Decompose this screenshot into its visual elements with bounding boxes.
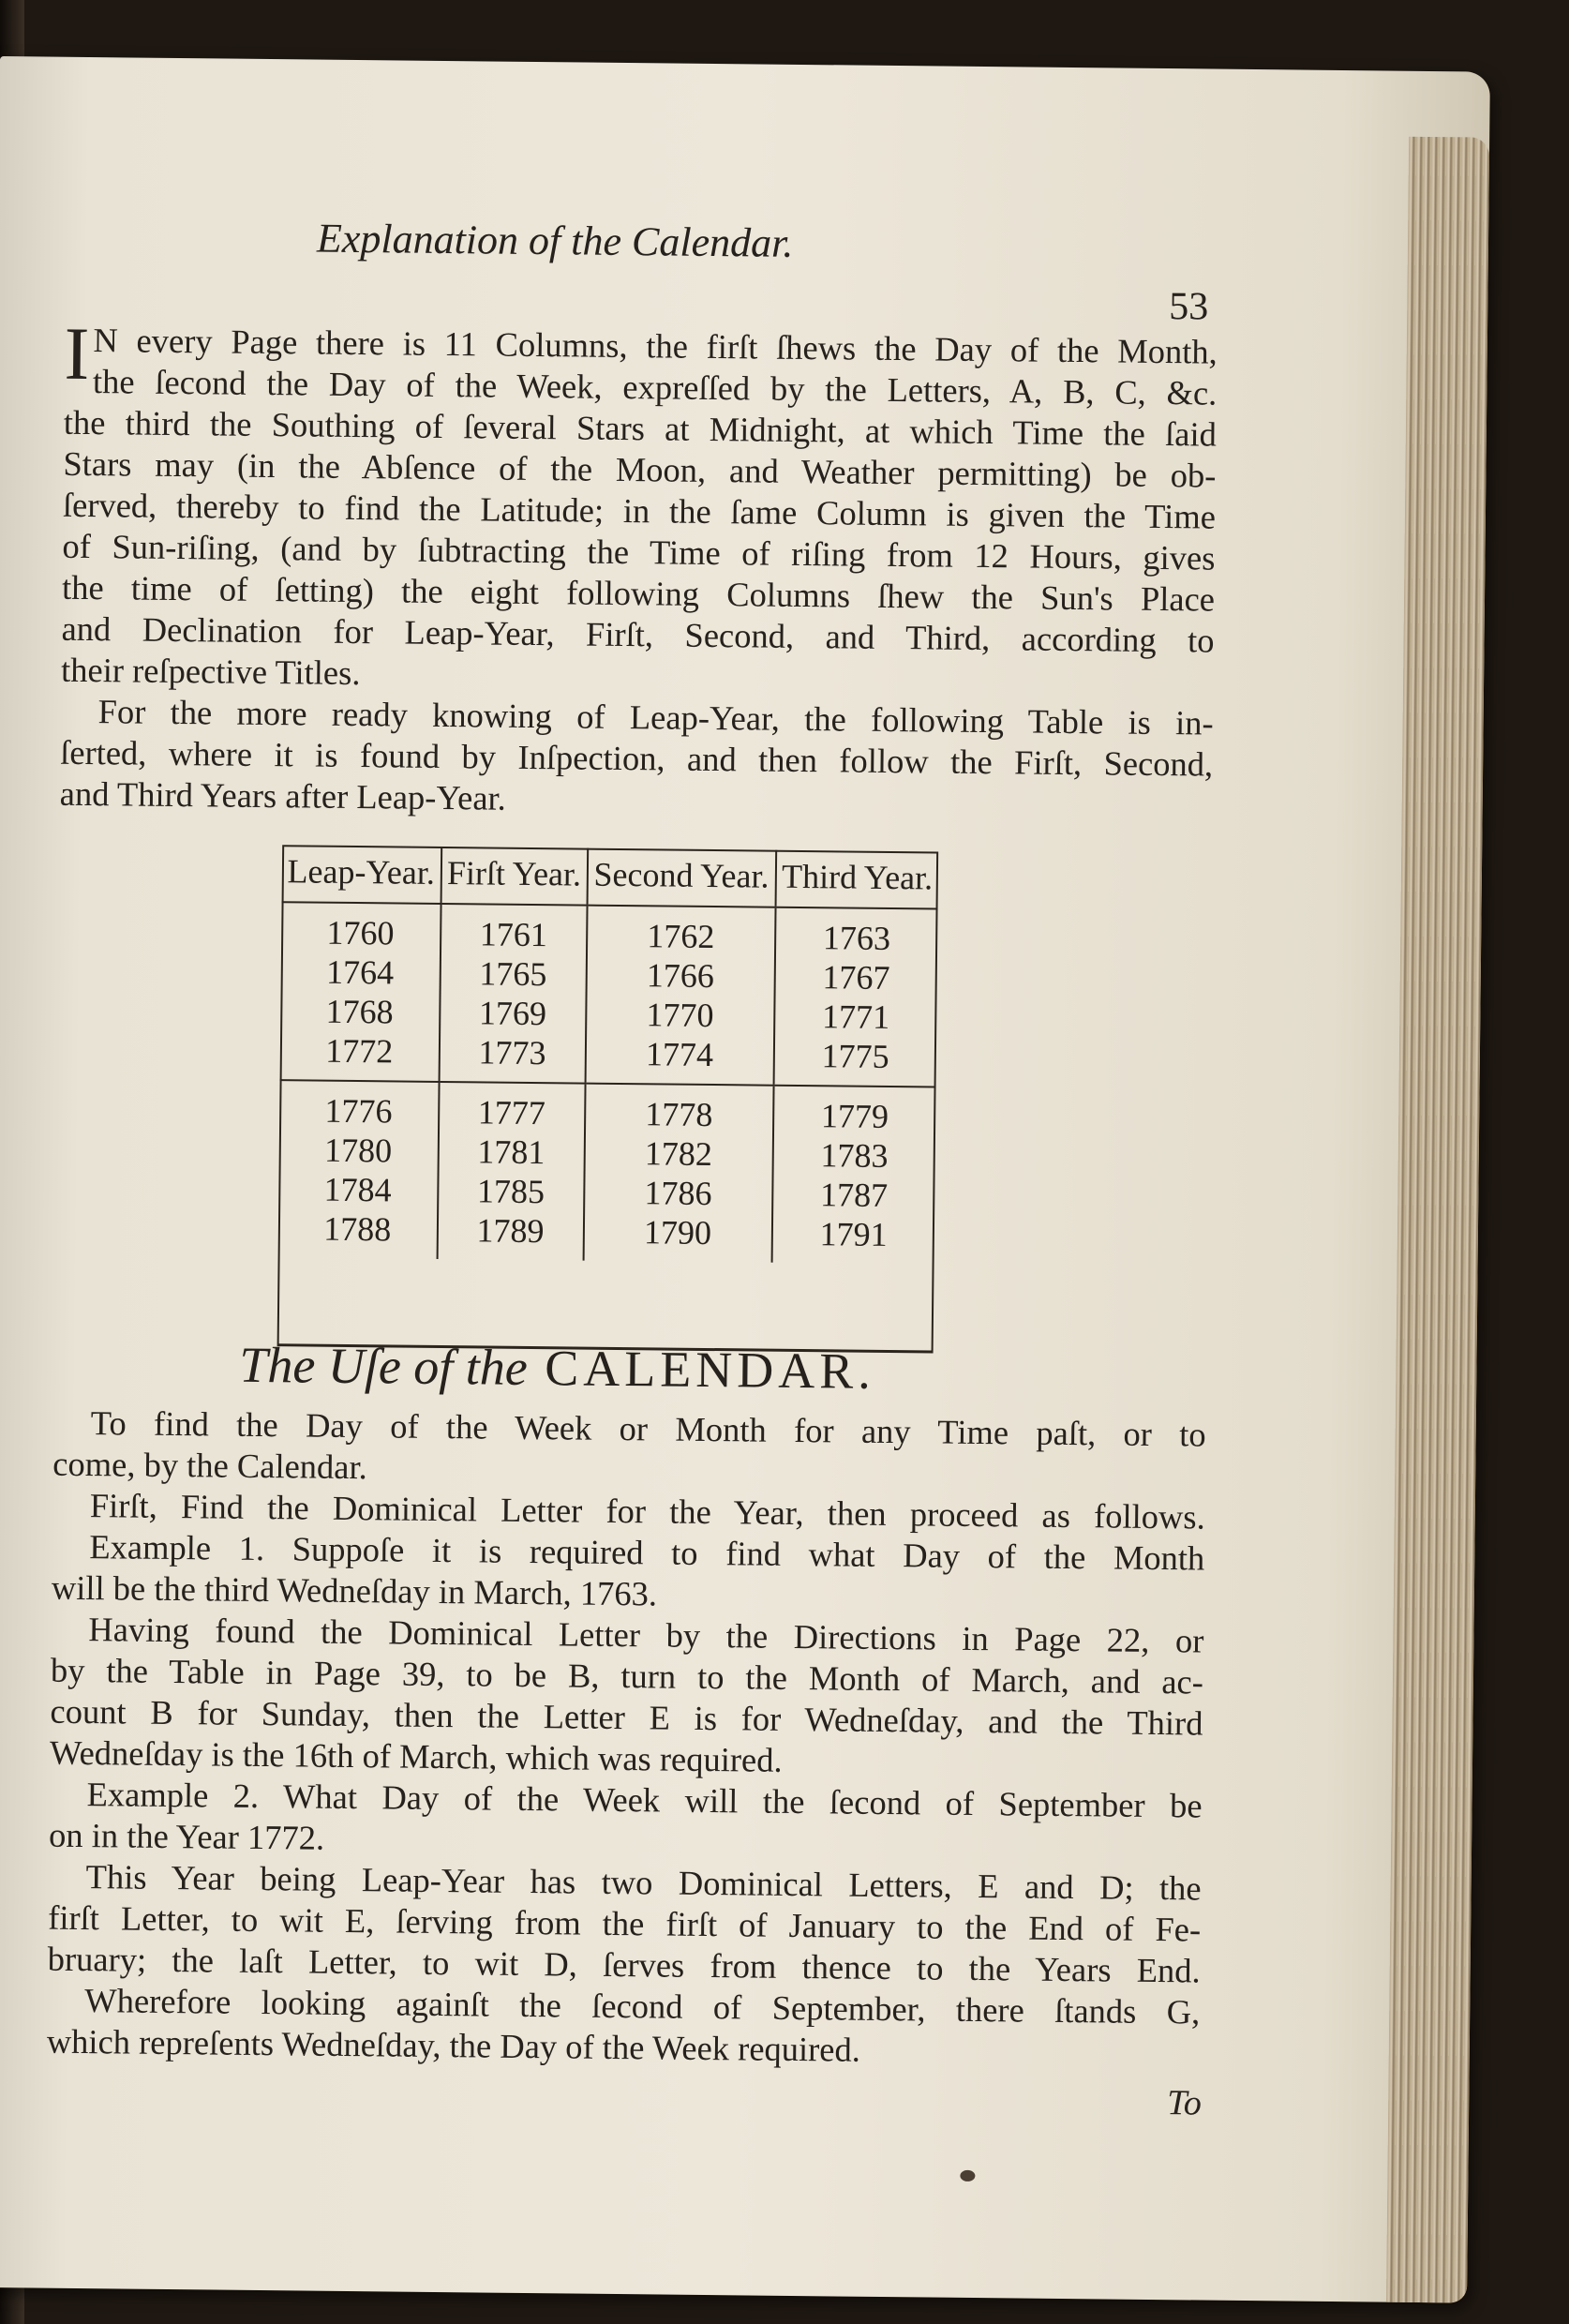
text-line: Stars may (in the Abſence of the Moon, and Weather permitting) be ob-: [63, 443, 1217, 495]
year-value: 1760: [326, 913, 395, 952]
table-cell: [583, 1084, 773, 1263]
text-line: the ſecond the Day of the Week, expreſſed by the Letters, A, B, C, &c.: [92, 362, 1218, 412]
table-cell: [771, 1086, 935, 1265]
year-value: 1764: [325, 952, 395, 992]
year-value: 1770: [646, 996, 714, 1035]
year-value: 1761: [479, 915, 548, 954]
table-cell: [585, 906, 775, 1086]
text-line: This Year being Leap-Year has two Dominical Letters, E and D; the: [85, 1857, 1202, 1908]
year-value: 1789: [476, 1211, 545, 1251]
column-header-leap-year: Leap-Year.: [282, 845, 441, 904]
year-value: 1783: [820, 1136, 889, 1175]
year-value: 1788: [323, 1209, 392, 1249]
catchword: To: [1166, 2083, 1203, 2123]
table-row: [278, 1080, 936, 1264]
text-line: N every Page there is 11 Columns, the firſt ſhews the Day of the Month,: [93, 321, 1218, 371]
text-line: bruary; the laſt Letter, to wit D, ſerves from thence to the Years End.: [47, 1939, 1201, 1990]
text-line: of Sun-riſing, (and by ſubtracting the Time of riſing from 12 Hours, gives: [62, 526, 1216, 577]
section-heading-italic: The Uſe of the: [239, 1336, 529, 1396]
year-value: 1768: [325, 992, 394, 1031]
text-line: the time of ſetting) the eight following Columns ſhew the Sun's Place: [61, 567, 1216, 619]
year-value: 1786: [644, 1174, 712, 1213]
text-line: by the Table in Page 39, to be B, turn to the Month of March, and ac-: [50, 1650, 1204, 1702]
text-line: Example 2. What Day of the Week will the ſecond of September be: [86, 1775, 1203, 1825]
year-value: 1776: [324, 1091, 393, 1131]
text-line: which repreſents Wedneſday, the Day of the Week required.: [46, 2021, 861, 2069]
text-line: come, by the Calendar.: [52, 1444, 367, 1487]
table-cell: [773, 907, 937, 1087]
column-header-first-year: Firſt Year.: [441, 847, 588, 906]
year-value: 1771: [821, 997, 890, 1036]
year-value: 1791: [819, 1215, 888, 1253]
year-value: 1781: [477, 1132, 545, 1172]
book-page: [0, 56, 1490, 2303]
table-cell: [439, 904, 587, 1084]
year-value: 1782: [644, 1134, 713, 1174]
table-row: [280, 902, 938, 1087]
year-value: 1784: [323, 1170, 392, 1209]
text-line: To find the Day of the Week or Month for any Time paſt, or to: [90, 1403, 1206, 1454]
text-line: firſt Letter, to wit E, ſerving from the firſt of January to the End of Fe-: [48, 1897, 1202, 1949]
column-header-third-year: Third Year.: [775, 850, 938, 909]
year-value: 1767: [822, 958, 890, 997]
year-value: 1779: [820, 1097, 889, 1135]
text-line: and Declination for Leap-Year, Firſt, Second, and Third, according to: [61, 608, 1215, 660]
leap-year-table: [277, 845, 939, 1353]
year-value: 1762: [647, 917, 715, 956]
year-value: 1772: [324, 1031, 394, 1071]
intro-paragraph: [59, 312, 1218, 827]
text-line: Having found the Dominical Letter by the Directions in Page 22, or: [88, 1610, 1204, 1660]
page-edges: [1386, 137, 1489, 2303]
running-head: Explanation of the Calendar.: [316, 215, 794, 266]
year-value: 1765: [479, 954, 547, 994]
table-cell: [278, 1080, 440, 1259]
year-value: 1787: [819, 1176, 889, 1214]
year-value: 1763: [822, 919, 891, 957]
year-value: 1790: [643, 1213, 712, 1252]
text-line: their reſpective Titles.: [60, 650, 361, 693]
section-heading-caps: CALENDAR.: [545, 1340, 876, 1400]
text-line: count B for Sunday, then the Letter E is for Wedneſday, and the Third: [50, 1691, 1203, 1743]
table-cell: [280, 902, 441, 1082]
text-line: Firſt, Find the Dominical Letter for the Year, then proceed as follows.: [89, 1486, 1205, 1537]
year-value: 1785: [476, 1172, 545, 1211]
year-value: 1777: [477, 1093, 546, 1132]
table-cell: [437, 1082, 585, 1261]
year-value: 1773: [478, 1033, 546, 1072]
year-value: 1775: [821, 1037, 889, 1075]
page-number: 53: [1169, 285, 1209, 329]
text-line: For the more ready knowing of Leap-Year, the following Table is in-: [97, 692, 1214, 742]
text-line: ſerved, thereby to find the Latitude; in the ſame Column is given the Time: [62, 485, 1217, 536]
year-value: 1778: [645, 1095, 713, 1134]
column-header-second-year: Second Year.: [587, 848, 776, 907]
year-value: 1780: [323, 1131, 393, 1170]
use-of-calendar-text: [47, 1337, 1207, 2075]
text-line: Example 1. Suppoſe it is required to find what Day of the Month: [89, 1527, 1205, 1578]
text-line: will be the third Wedneſday in March, 1763.: [51, 1567, 658, 1613]
year-value: 1769: [478, 994, 547, 1033]
year-value: 1774: [645, 1035, 714, 1074]
text-line: the third the Southing of ſeveral Stars at Midnight, at which Time the ſaid: [63, 402, 1218, 454]
ink-smudge: [960, 2170, 975, 2182]
text-line: Wedneſday is the 16th of March, which was required.: [49, 1732, 783, 1779]
text-line: on in the Year 1772.: [48, 1815, 325, 1857]
text-line: ſerted, where it is found by Inſpection, and then follow the Firſt, Second,: [60, 732, 1214, 784]
year-value: 1766: [646, 956, 715, 996]
text-line: and Third Years after Leap-Year.: [59, 773, 507, 817]
drop-cap: I: [64, 312, 90, 397]
text-line: Wherefore looking againſt the ſecond of September, there ſtands G,: [84, 1981, 1201, 2032]
